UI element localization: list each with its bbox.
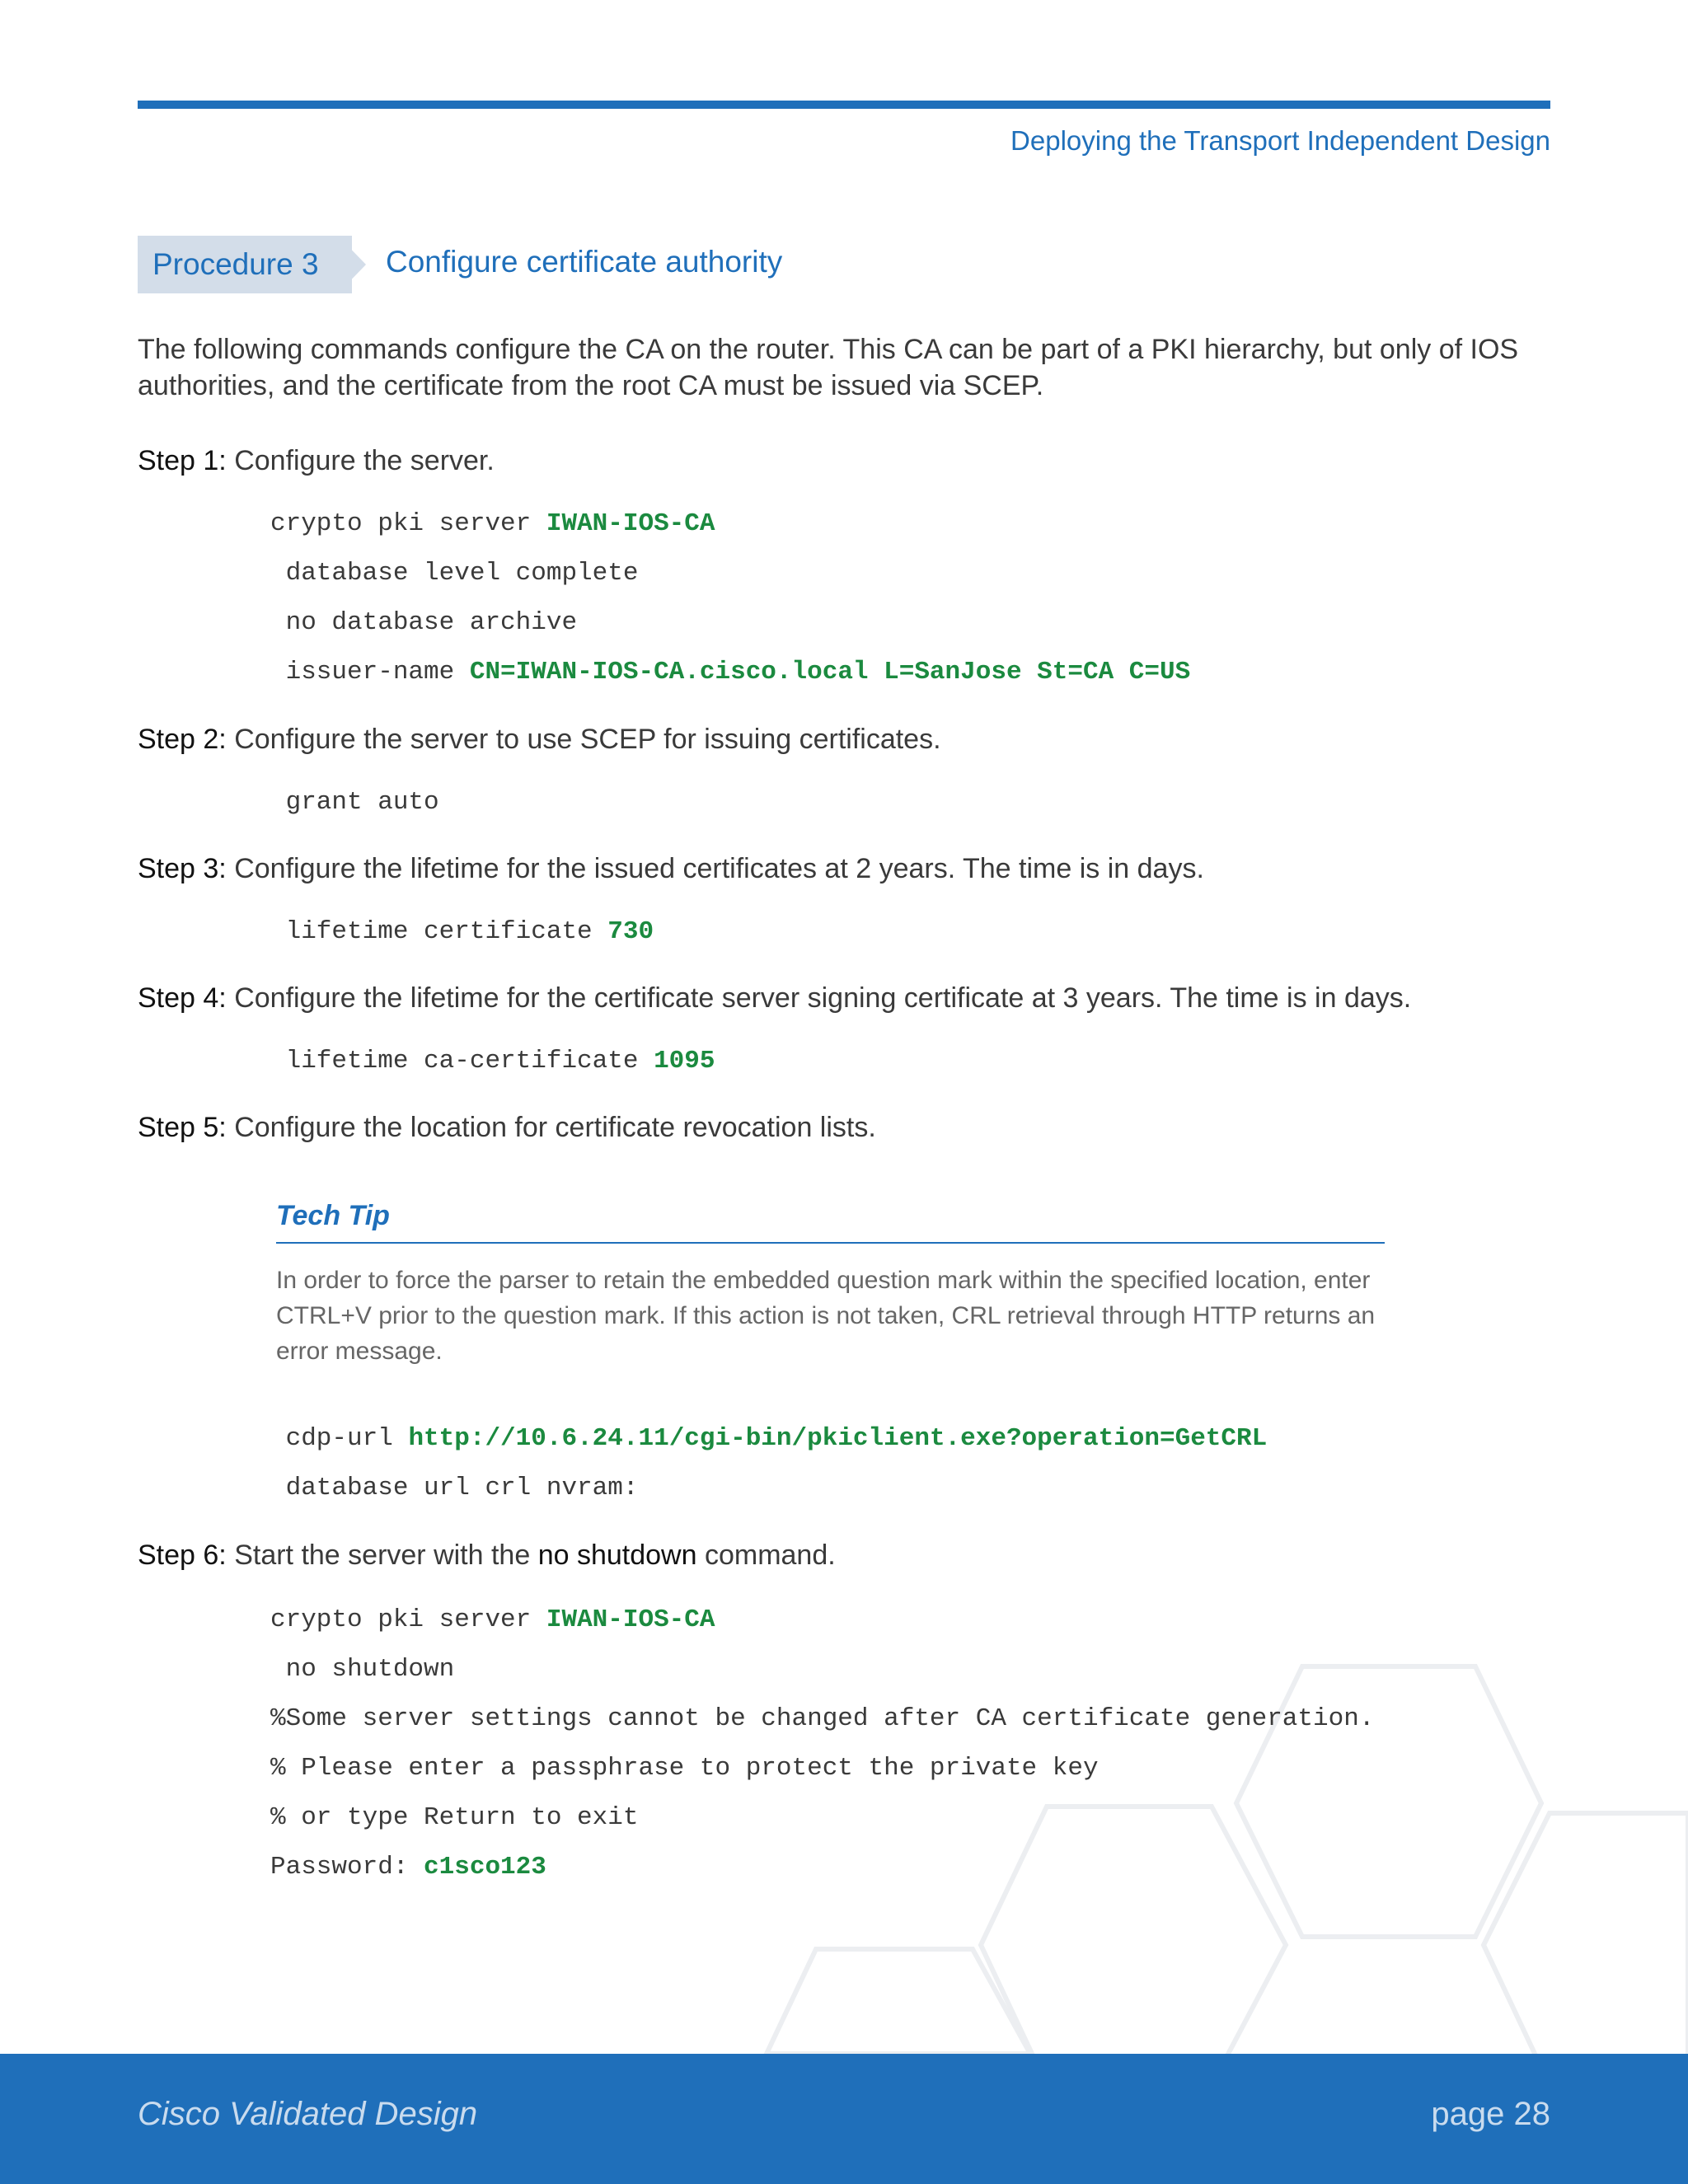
procedure-tab-label: Procedure 3 bbox=[152, 247, 319, 281]
step-command-emphasis: no shutdown bbox=[537, 1540, 697, 1571]
tech-tip-body: In order to force the parser to retain the embedded question mark within the specified location, enter CTRL+V prior to the question mark. If this action is not taken, CRL retrieval through HTTP returns an error message. bbox=[276, 1267, 1376, 1365]
code-line: database url crl nvram: bbox=[270, 1474, 639, 1502]
procedure-tab bbox=[138, 236, 352, 293]
code-line: crypto pki server IWAN-IOS-CA bbox=[270, 509, 715, 538]
code-line: issuer-name CN=IWAN-IOS-CA.cisco.local L=SanJose St=CA C=US bbox=[270, 658, 1191, 687]
running-header: Deploying the Transport Independent Design bbox=[1010, 125, 1550, 156]
tech-tip-rule bbox=[276, 1242, 1385, 1244]
code-highlight: c1sco123 bbox=[424, 1853, 546, 1882]
step-text: Configure the server to use SCEP for issuing certificates. bbox=[234, 724, 941, 755]
step-label: Step 4: bbox=[138, 982, 227, 1014]
code-line: % or type Return to exit bbox=[270, 1803, 639, 1832]
footer-title: Cisco Validated Design bbox=[138, 2096, 478, 2132]
code-line: lifetime certificate 730 bbox=[270, 917, 654, 946]
header-rule bbox=[138, 101, 1550, 109]
code-line: lifetime ca-certificate 1095 bbox=[270, 1047, 715, 1076]
code-highlight: IWAN-IOS-CA bbox=[546, 1605, 715, 1634]
code-line: no shutdown bbox=[270, 1655, 455, 1684]
code-highlight: 730 bbox=[607, 917, 654, 946]
procedure-title: Configure certificate authority bbox=[386, 245, 783, 279]
step-text: Configure the server. bbox=[234, 445, 495, 476]
code-highlight: http://10.6.24.11/cgi-bin/pkiclient.exe?operation=GetCRL bbox=[408, 1424, 1268, 1453]
page-number: page 28 bbox=[1431, 2096, 1550, 2132]
step-6 bbox=[138, 1540, 836, 1572]
step-1 bbox=[138, 445, 495, 477]
step-text: Start the server with the bbox=[234, 1540, 538, 1571]
step-text: Configure the lifetime for the certificate server signing certificate at 3 years. The time is in days. bbox=[234, 982, 1412, 1014]
step-text: command. bbox=[696, 1540, 836, 1571]
step-3 bbox=[138, 853, 1204, 885]
step-label: Step 5: bbox=[138, 1112, 227, 1143]
code-line: Password: c1sco123 bbox=[270, 1853, 546, 1882]
intro-paragraph: The following commands configure the CA on the router. This CA can be part of a PKI hierarchy, but only of IOS authorities, and the certificate from the root CA must be issued via SCEP. bbox=[138, 334, 1519, 401]
code-line: cdp-url http://10.6.24.11/cgi-bin/pkiclient.exe?operation=GetCRL bbox=[270, 1424, 1268, 1453]
step-label: Step 3: bbox=[138, 853, 227, 884]
code-line: %Some server settings cannot be changed after CA certificate generation. bbox=[270, 1704, 1375, 1733]
step-2 bbox=[138, 724, 941, 756]
step-label: Step 2: bbox=[138, 724, 227, 755]
step-text: Configure the lifetime for the issued certificates at 2 years. The time is in days. bbox=[234, 853, 1204, 884]
step-text: Configure the location for certificate revocation lists. bbox=[234, 1112, 876, 1143]
code-highlight: IWAN-IOS-CA bbox=[546, 509, 715, 538]
code-highlight: CN=IWAN-IOS-CA.cisco.local L=SanJose St=CA C=US bbox=[469, 658, 1191, 687]
code-line: crypto pki server IWAN-IOS-CA bbox=[270, 1605, 715, 1634]
step-4 bbox=[138, 982, 1411, 1015]
code-line: % Please enter a passphrase to protect the private key bbox=[270, 1754, 1099, 1783]
code-line: grant auto bbox=[270, 788, 439, 817]
code-line: database level complete bbox=[270, 559, 639, 588]
step-label: Step 6: bbox=[138, 1540, 227, 1571]
tech-tip-title: Tech Tip bbox=[276, 1200, 390, 1231]
code-line: no database archive bbox=[270, 608, 578, 637]
procedure-tab-arrow bbox=[338, 236, 366, 293]
step-label: Step 1: bbox=[138, 445, 227, 476]
step-5 bbox=[138, 1112, 876, 1144]
code-highlight: 1095 bbox=[654, 1047, 715, 1076]
